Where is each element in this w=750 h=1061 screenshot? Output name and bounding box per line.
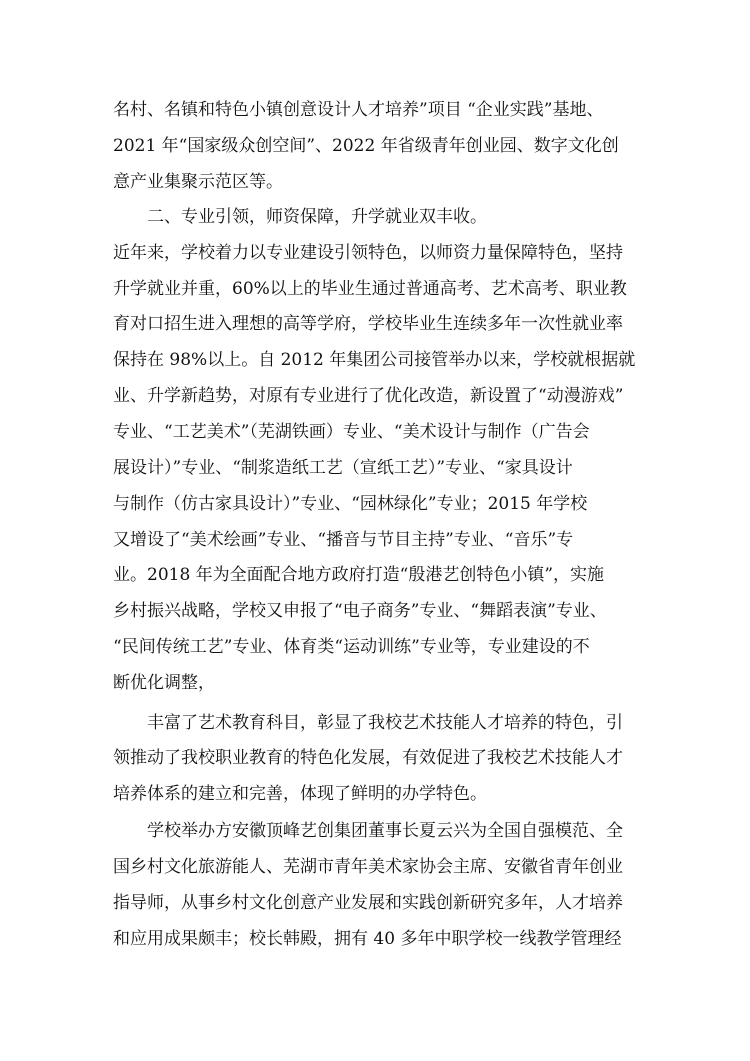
text-line: 保持在 98%以上。自 2012 年集团公司接管举办以来，学校就根据就 <box>113 350 636 370</box>
text-line: 业。2018 年为全面配合地方政府打造“殷港艺创特色小镇”，实施 <box>113 565 605 585</box>
paragraph-first-line: 学校举办方安徽顶峰艺创集团董事长夏云兴为全国自强模范、全 <box>147 821 623 841</box>
text-line: 培养体系的建立和完善，体现了鲜明的办学特色。 <box>113 784 487 804</box>
text-line: 和应用成果颇丰；校长韩殿，拥有 40 多年中职学校一线教学管理经 <box>113 929 622 949</box>
text-line: 业、升学新趋势，对原有专业进行了优化改造，新设置了“动漫游戏” <box>113 386 624 406</box>
text-line: 断优化调整， <box>113 673 215 693</box>
text-line: 国乡村文化旅游能人、芜湖市青年美术家协会主席、安徽省青年创业 <box>113 857 623 877</box>
text-line: 育对口招生进入理想的高等学府，学校毕业生连续多年一次性就业率 <box>113 314 623 334</box>
text-line: 名村、名镇和特色小镇创意设计人才培养”项目 “企业实践”基地、 <box>113 100 604 120</box>
text-line: 意产业集聚示范区等。 <box>113 172 283 192</box>
text-line: 指导师，从事乡村文化创意产业发展和实践创新研究多年，人才培养 <box>113 893 623 913</box>
text-line: 近年来，学校着力以专业建设引领特色，以师资力量保障特色，坚持 <box>113 243 623 263</box>
text-line: 领推动了我校职业教育的特色化发展，有效促进了我校艺术技能人才 <box>113 748 623 768</box>
section-heading: 二、专业引领，师资保障，升学就业双丰收。 <box>147 207 487 227</box>
text-line: 升学就业并重，60%以上的毕业生通过普通高考、艺术高考、职业教 <box>113 279 627 299</box>
text-line: “民间传统工艺”专业、体育类“运动训练”专业等，专业建设的不 <box>113 637 590 657</box>
text-line: 展设计）”专业、“制浆造纸工艺（宣纸工艺）”专业、“家具设计 <box>113 458 573 478</box>
paragraph-first-line: 丰富了艺术教育科目，彰显了我校艺术技能人才培养的特色，引 <box>147 713 623 733</box>
text-line: 2021 年“国家级众创空间”、2022 年省级青年创业园、数字文化创 <box>113 136 619 156</box>
text-line: 乡村振兴战略，学校又申报了“电子商务”专业、“舞蹈表演”专业、 <box>113 601 607 621</box>
text-line: 与制作（仿古家具设计）”专业、“园林绿化”专业；2015 年学校 <box>113 494 588 514</box>
text-line: 专业、“工艺美术”（芜湖铁画）专业、“美术设计与制作（广告会 <box>113 422 590 442</box>
text-line: 又增设了“美术绘画”专业、“播音与节目主持”专业、“音乐”专 <box>113 530 574 550</box>
